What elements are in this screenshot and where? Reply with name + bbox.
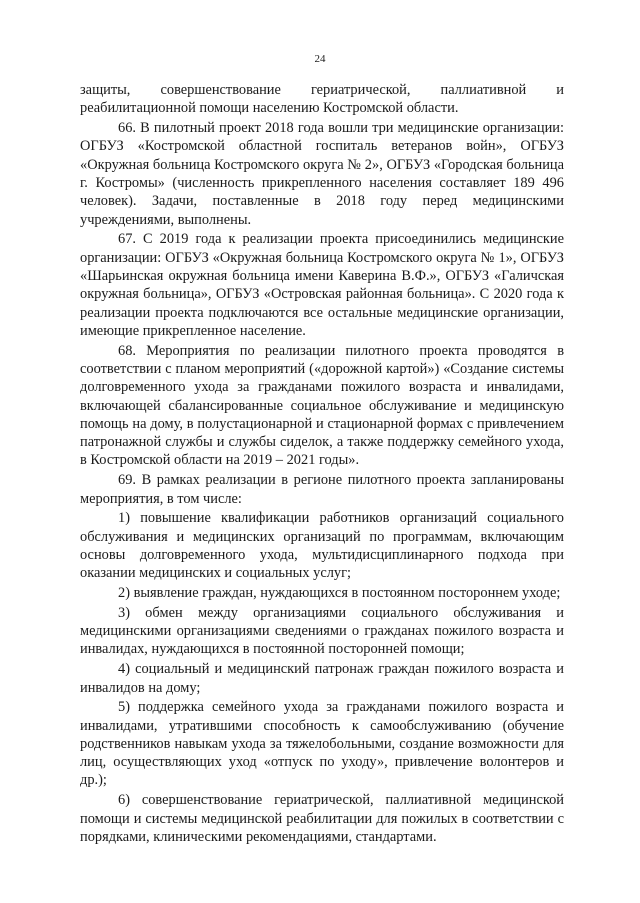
list-item-4: 4) социальный и медицинский патронаж граждан пожилого возраста и инвалидов на дому; bbox=[80, 661, 564, 696]
list-item-5: 5) поддержка семейного ухода за гражданами пожилого возраста и инвалидами, утратившими способность к самообслуживанию (обучение родственников навыкам ухода за тяжелобольными, создание возможности для лиц, осуществляющих уход «отпуск по уходу», привлечение волонтеров и др.); bbox=[80, 699, 564, 789]
list-item-3: 3) обмен между организациями социального обслуживания и медицинскими организациями сведениями о гражданах пожилого возраста и инвалидах, нуждающихся в постоянной посторонней помощи; bbox=[80, 604, 564, 658]
paragraph-continuation: защиты, совершенствование гериатрической, паллиативной и реабилитационной помощи населению Костромской области. bbox=[80, 82, 564, 117]
list-item-2: 2) выявление граждан, нуждающихся в постоянном постороннем уходе; bbox=[118, 585, 561, 602]
document-body bbox=[80, 81, 564, 846]
page-number: 24 bbox=[314, 53, 326, 65]
paragraph-68: 68. Мероприятия по реализации пилотного проекта проводятся в соответствии с планом мероприятий («дорожной картой») «Создание системы долговременного ухода за гражданами пожилого возраста и инвалидами, включающей сбалансированные социальное обслуживание и медицинскую помощь на дому, в полустационарной и стационарной формах с привлечением патронажной службы и службы сиделок, а также поддержку семейного ухода, в Костромской области на 2019 – 2021 годы». bbox=[80, 342, 564, 469]
paragraph-69: 69. В рамках реализации в регионе пилотного проекта запланированы мероприятия, в том числе: bbox=[80, 472, 564, 507]
list-item-6: 6) совершенствование гериатрической, паллиативной медицинской помощи и системы медицинской реабилитации для пожилых в соответствии с порядками, клиническими рекомендациями, стандартами. bbox=[80, 792, 564, 845]
paragraph-66: 66. В пилотный проект 2018 года вошли три медицинские организации: ОГБУЗ «Костромской областной госпиталь ветеранов войн», ОГБУЗ «Окружная больница Костромского округа № 2», ОГБУЗ «Городская больница г. Костромы» (численность прикрепленного населения составляет 189 496 человек). Задачи, поставленные в 2018 году перед медицинскими учреждениями, выполнены. bbox=[80, 120, 564, 228]
list-item-1: 1) повышение квалификации работников организаций социального обслуживания и медицинских организаций по программам, включающим основы долговременного ухода, мультидисциплинарного подхода при оказании медицинских и социальных услуг; bbox=[80, 510, 564, 582]
paragraph-67: 67. С 2019 года к реализации проекта присоединились медицинские организации: ОГБУЗ «Окружная больница Костромского округа № 1», ОГБУЗ «Шарьинская окружная больница имени Каверина В.Ф.», ОГБУЗ «Галичская окружная больница», ОГБУЗ «Островская районная больница». С 2020 года к реализации проекта подключаются все остальные медицинские организации, имеющие прикрепленное население. bbox=[80, 231, 564, 339]
